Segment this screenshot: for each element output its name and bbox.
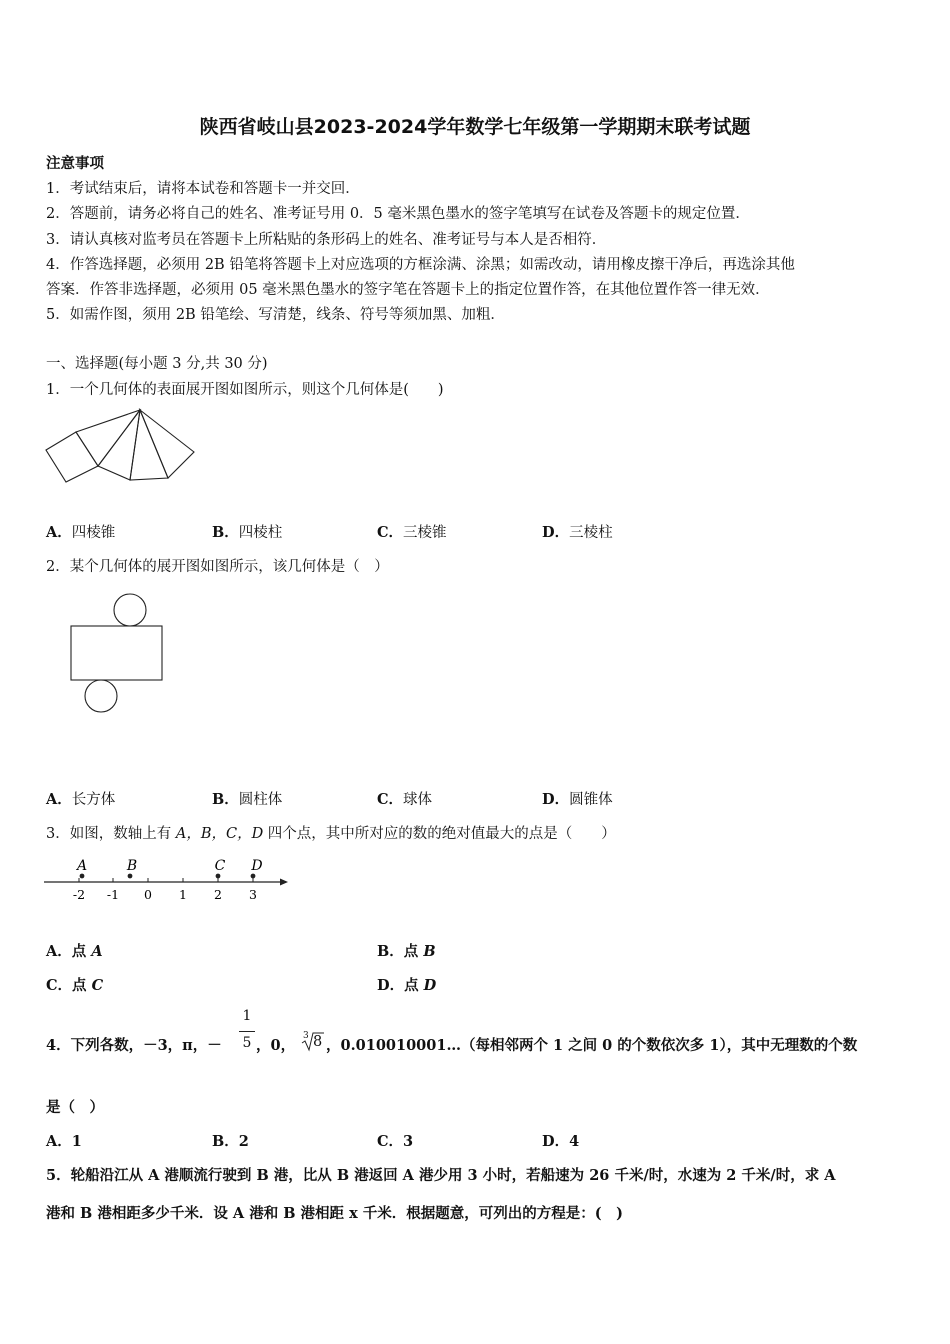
option-var: C <box>91 977 104 994</box>
q3-stem-points: A，B，C，D <box>175 826 264 842</box>
option-key: A． <box>46 1133 72 1150</box>
axis-tick-label: 1 <box>179 887 187 902</box>
option-text: 三棱锥 <box>403 525 447 541</box>
notice-item: 答案．作答非选择题，必须用 05 毫米黑色墨水的签字笔在答题卡上的指定位置作答，在其他位置作答一律无效． <box>46 282 770 298</box>
option-key: A． <box>46 943 72 960</box>
notice-item: 5．如需作图，须用 2B 铅笔绘、写清楚，线条、符号等须加黑、加粗． <box>46 307 505 323</box>
q3-option-c[interactable] <box>46 974 103 995</box>
q2-option-a[interactable] <box>46 788 115 809</box>
q3-stem-post: 四个点，其中所对应的数的绝对值最大的点是（ ） <box>263 826 616 842</box>
q4-option-c[interactable] <box>377 1130 413 1151</box>
q4-stem-cont: 是（ ） <box>46 1099 104 1116</box>
option-key: A． <box>46 791 72 808</box>
q4-root-radicand: 8 <box>313 1034 323 1050</box>
option-var: A <box>91 943 103 960</box>
q4-fraction-numerator: 1 <box>242 1008 252 1024</box>
option-key: C． <box>46 977 73 994</box>
q4-stem-post: ，0.010010001…（每相邻两个 1 之间 0 的个数依次多 1），其中无理数的个数 <box>326 1037 858 1054</box>
axis-point-label: A <box>76 858 88 874</box>
option-text: 1 <box>71 1133 82 1150</box>
section-heading: 一、选择题(每小题 3 分,共 30 分) <box>46 356 268 372</box>
q2-option-c[interactable] <box>377 788 432 809</box>
q3-option-b[interactable] <box>377 940 436 961</box>
option-text: 点 <box>72 977 92 994</box>
notice-item: 1．考试结束后，请将本试卷和答题卡一并交回． <box>46 181 360 197</box>
q1-stem: 1．一个几何体的表面展开图如图所示，则这个几何体是( ) <box>46 382 444 398</box>
q1-option-b[interactable] <box>212 521 282 542</box>
q4-option-d[interactable] <box>542 1130 579 1151</box>
q1-option-d[interactable] <box>542 521 613 542</box>
option-key: D． <box>542 1133 570 1150</box>
q3-stem-pre: 3．如图，数轴上有 <box>46 826 176 842</box>
axis-tick-label: 3 <box>249 887 257 902</box>
notice-heading: 注意事项 <box>46 155 104 172</box>
option-key: D． <box>377 977 405 994</box>
option-var: D <box>423 977 437 994</box>
q4-fraction-bar <box>239 1031 255 1032</box>
q3-stem <box>46 822 616 843</box>
option-text: 点 <box>403 943 424 960</box>
axis-tick-label: -2 <box>72 887 86 902</box>
q1-option-a[interactable] <box>46 521 115 542</box>
option-key: B． <box>377 943 404 960</box>
q4-root-index: 3 <box>303 1031 309 1041</box>
option-text: 长方体 <box>71 792 116 808</box>
q1-net-figure <box>40 400 200 490</box>
option-text: 圆柱体 <box>238 792 283 808</box>
q1-option-c[interactable] <box>377 521 447 542</box>
q4-fraction-denominator: 5 <box>242 1035 252 1051</box>
axis-tick-label: -1 <box>106 887 120 902</box>
page-title: 陕西省岐山县2023-2024学年数学七年级第一学期期末联考试题 <box>199 116 751 138</box>
option-key: B． <box>212 791 239 808</box>
axis-point-label: B <box>126 858 138 874</box>
option-text: 三棱柱 <box>569 525 613 541</box>
notice-item: 2．答题前，请务必将自己的姓名、准考证号用 0．5 毫米黑色墨水的签字笔填写在试卷及答题卡的规定位置． <box>46 206 750 222</box>
option-text: 圆锥体 <box>569 792 613 808</box>
option-text: 2 <box>238 1133 249 1150</box>
axis-point-label: D <box>251 858 263 874</box>
q4-option-b[interactable] <box>212 1130 249 1151</box>
option-key: C． <box>377 524 404 541</box>
q2-net-figure <box>66 590 168 716</box>
option-text: 点 <box>404 977 424 994</box>
axis-tick-label: 2 <box>214 887 222 902</box>
option-text: 四棱柱 <box>238 525 283 541</box>
q2-option-d[interactable] <box>542 788 613 809</box>
axis-point-label: C <box>214 858 226 874</box>
notice-item: 3．请认真核对监考员在答题卡上所粘贴的条形码上的姓名、准考证号与本人是否相符． <box>46 232 607 248</box>
q4-stem-mid: ，0， <box>256 1037 296 1054</box>
option-key: C． <box>377 791 404 808</box>
option-key: B． <box>212 1133 239 1150</box>
q5-stem-line2: 港和 B 港相距多少千米．设 A 港和 B 港相距 x 千米．根据题意，可列出的方程是：( ) <box>46 1205 624 1222</box>
option-text: 点 <box>71 943 92 960</box>
option-key: D． <box>542 524 570 541</box>
q2-stem: 2．某个几何体的展开图如图所示，该几何体是（ ） <box>46 559 389 575</box>
option-text: 球体 <box>403 792 433 808</box>
q4-option-a[interactable] <box>46 1130 82 1151</box>
notice-item: 4．作答选择题，必须用 2B 铅笔将答题卡上对应选项的方框涂满、涂黑；如需改动，请用橡皮擦干净后，再选涂其他 <box>46 257 795 273</box>
q2-option-b[interactable] <box>212 788 282 809</box>
option-text: 3 <box>403 1133 414 1150</box>
q4-stem-pre: 4．下列各数，－3，π，－ <box>46 1037 222 1054</box>
axis-tick-label: 0 <box>144 887 152 902</box>
option-var: B <box>423 943 436 960</box>
option-key: C． <box>377 1133 404 1150</box>
q3-option-d[interactable] <box>377 974 436 995</box>
option-key: D． <box>542 791 570 808</box>
q3-number-line <box>44 855 294 905</box>
q3-option-a[interactable] <box>46 940 103 961</box>
option-key: B． <box>212 524 239 541</box>
option-text: 四棱锥 <box>71 525 116 541</box>
option-text: 4 <box>569 1133 580 1150</box>
q5-stem-line1: 5．轮船沿江从 A 港顺流行驶到 B 港，比从 B 港返回 A 港少用 3 小时，若船速为 26 千米/时，水速为 2 千米/时，求 A <box>46 1167 836 1184</box>
option-key: A． <box>46 524 72 541</box>
